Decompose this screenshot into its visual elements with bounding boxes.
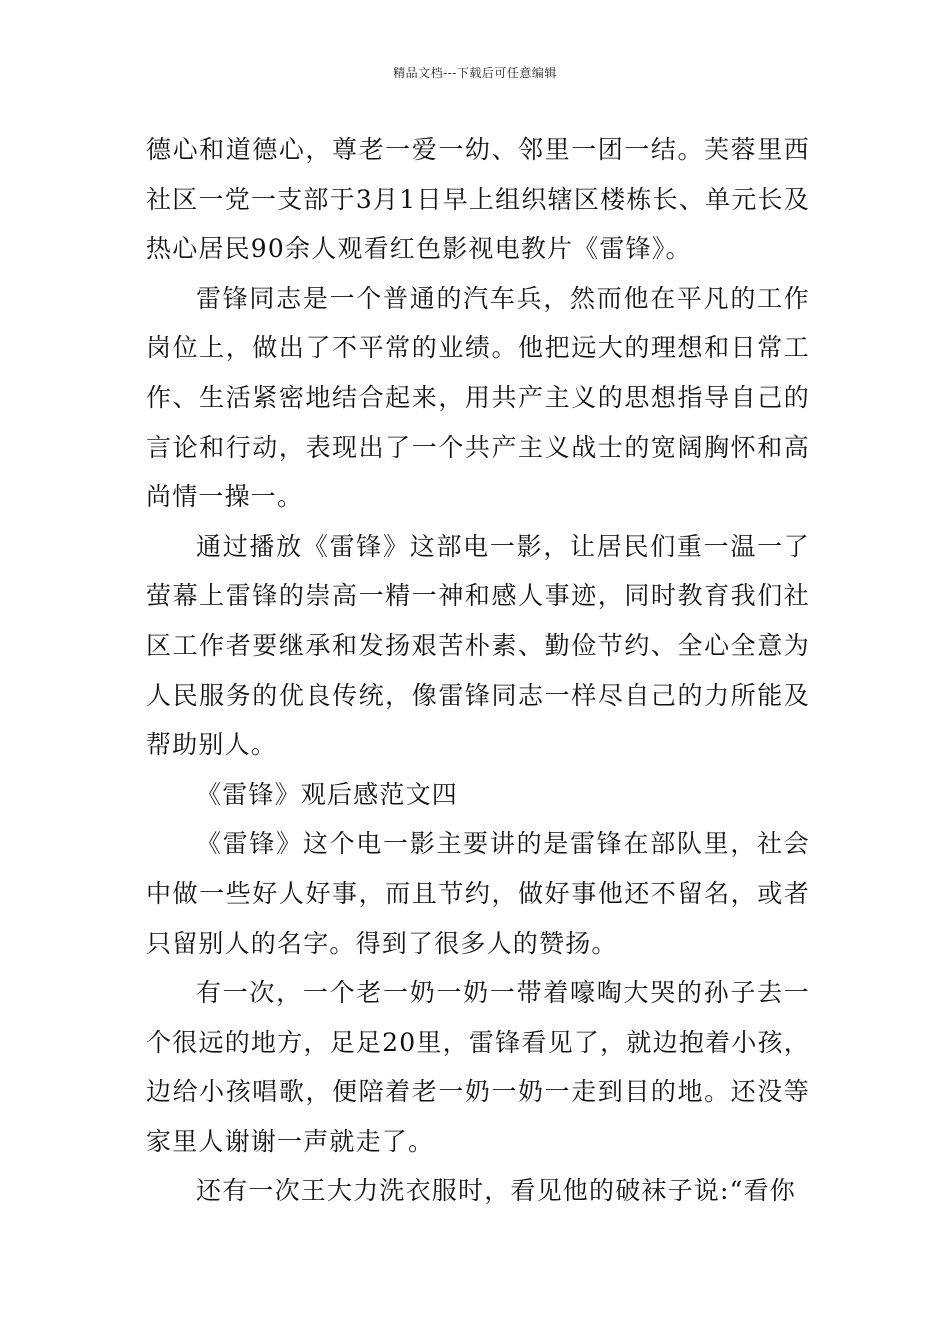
paragraph-film-summary: 《雷锋》这个电一影主要讲的是雷锋在部队里，社会中做一些好人好事，而且节约，做好事他还不留名，或者只留别人的名字。得到了很多人的赞扬。 <box>146 829 810 958</box>
paragraph-socks-story: 还有一次王大力洗衣服时，看见他的破袜子说:“看你 <box>196 1176 797 1206</box>
paragraph-grandma-story: 有一次，一个老一奶一奶一带着嚎啕大哭的孙子去一个很远的地方，足足20里，雷锋看见了，就边抱着小孩，边给小孩唱歌，便陪着老一奶一奶一走到目的地。还没等家里人谢谢一声就走了。 <box>146 978 810 1156</box>
paragraph-film-screening: 通过播放《雷锋》这部电一影，让居民们重一温一了萤幕上雷锋的崇高一精一神和感人事迹，同时教育我们社区工作者要继承和发扬艰苦朴素、勤俭节约、全心全意为人民服务的优良传统，像雷锋同志一样尽自己的力所能及帮助别人。 <box>146 531 810 760</box>
paragraph-continuation: 德心和道德心，尊老一爱一幼、邻里一团一结。芙蓉里西社区一党一支部于3月1日早上组织辖区楼栋长、单元长及热心居民90余人观看红色影视电教片《雷锋》。 <box>146 135 810 264</box>
section-heading: 《雷锋》观后感范文四 <box>196 779 459 809</box>
page-header: 精品文档---下载后可任意编辑 <box>393 66 557 80</box>
paragraph-lei-feng-soldier: 雷锋同志是一个普通的汽车兵，然而他在平凡的工作岗位上，做出了不平常的业绩。他把远大的理想和日常工作、生活紧密地结合起来，用共产主义的思想指导自己的言论和行动，表现出了一个共产主义战士的宽阔胸怀和高尚情一操一。 <box>146 283 810 512</box>
document-body <box>146 125 810 1216</box>
